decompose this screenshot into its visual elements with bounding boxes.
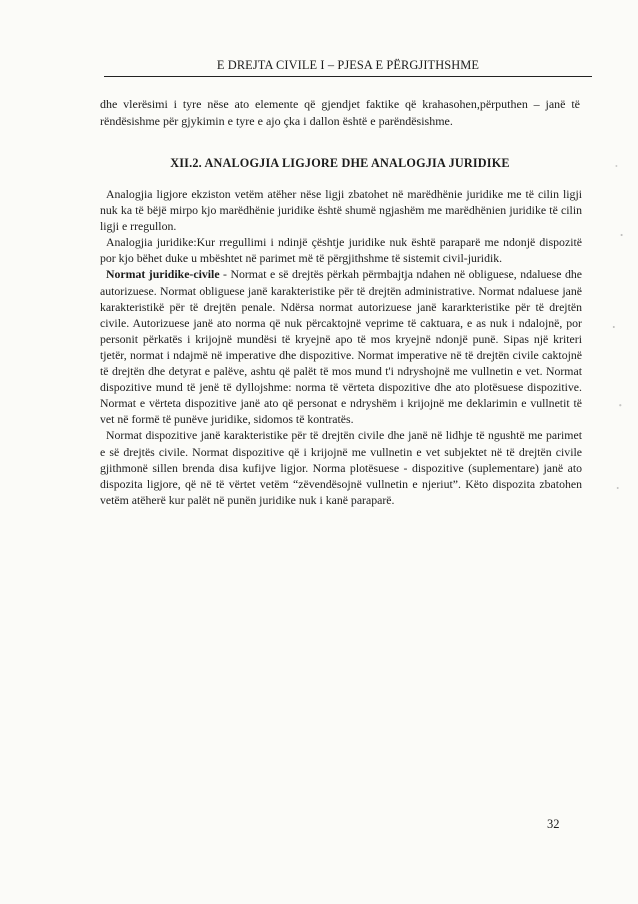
section-body: [100, 186, 582, 508]
paragraph-normat-juridike-civile: [100, 266, 582, 427]
page-number: 32: [547, 817, 560, 831]
paragraph-analogjia-juridike: Analogjia juridike:Kur rregullimi i ndinjë çështje juridike nuk është paraparë me ndonjë dispozitë por kjo bëhet duke u mbështet në parimet më të përgjithshme të sistemit civil-juridik.: [100, 235, 582, 266]
intro-paragraph: dhe vlerësimi i tyre nëse ato elemente që gjendjet faktike që krahasohen,përputhen – janë të rëndësishme për gjykimin e tyre e ajo çka i dallon është e parëndësishme.: [100, 97, 580, 128]
paragraph-normat-dispozitive: Normat dispozitive janë karakteristike për të drejtën civile dhe janë në lidhje të ngushtë me parimet e së drejtës civile. Normat dispozitive që i krijojnë me vullnetin e vet subjektet në të drejtën civile gjithmonë sillen brenda disa kufijve ligjor. Norma plotësuese - dispozitive (suplementare) janë ato dispozita ligjore, që në të vërtet vetëm “zëvendësojnë vullnetin e njeriut”. Këto dispozita zbatohen vetëm atëherë kur palët në punën juridike nuk i kanë paraparë.: [100, 428, 582, 507]
paragraph-analogjia-ligjore: Analogjia ligjore ekziston vetëm atëher nëse ligji zbatohet në marëdhënie juridike me të cilin ligji nuk ka të bëjë mirpo kjo marëdhënie juridike është shumë ngjashëm me marëdhënien juridike të cilin ligji e rregullon.: [100, 187, 582, 234]
running-header: E DREJTA CIVILE I – PJESA E PËRGJITHSHME: [104, 58, 592, 77]
term-normat-juridike-civile: Normat juridike-civile: [106, 267, 220, 282]
paragraph-normat-text: - Normat e së drejtës përkah përmbajtja ndahen në obliguese, ndaluese dhe autorizuese. Normat obliguese janë karakteristike për të drejtën administrative. Normat ndaluese janë karakteristikë për të drejtën penale. Ndërsa normat autorizuese janë kararkteristike për të drejtën civile. Autorizuese janë ato norma që nuk përcaktojnë veprime të caktuara, e as nuk i ndalojnë, por personit përkatës i krijojnë mundësi të kryejnë apo të mos kryejnë ndonjë punë. Sipas një kriteri tjetër, normat i ndajmë në imperative dhe dispozitive. Normat imperative në të drejtën civile caktojnë të drejtën dhe detyrat e palëve, ashtu që palët të mos mund t'i ndryshojnë me vullnetin e vet. Normat dispozitive mund të jenë të dyllojshme: norma të vërteta dispozitive dhe ato plotësuese dispozitive. Normat e vërteta dispozitive janë ato që personat e ndryshëm i krijojnë me deklarimin e vullnetit të vet në formë të punëve juridike, sidomos të kontratës.: [100, 267, 582, 427]
section-heading: XII.2. ANALOGJIA LIGJORE DHE ANALOGJIA JURIDIKE: [170, 156, 510, 170]
scan-noise-mark: [606, 120, 632, 580]
